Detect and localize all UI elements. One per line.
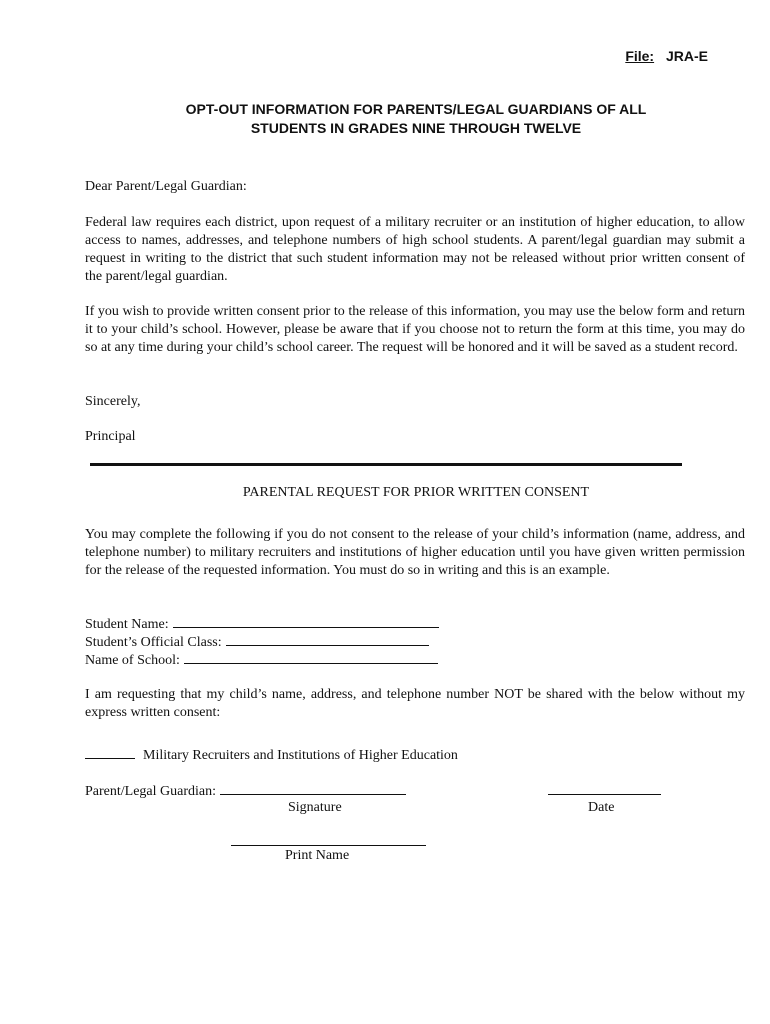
option-label: Military Recruiters and Institutions of Higher Education [143, 748, 458, 763]
letter-paragraph-2: If you wish to provide written consent prior to the release of this information, you may use the below form and return it to your child’s school. However, please be aware that if you choose not to return the form at this time, you may do so at any time during your child’s school career. The request will be honored and it will be saved as a student record. [85, 304, 745, 355]
guardian-signature-field[interactable] [220, 781, 406, 795]
form-intro: You may complete the following if you do not consent to the release of your child’s information (name, address, and telephone number) to military recruiters and institutions of higher education until you have given written permission for the release of the requested information. You must do so in writing and this is an example. [85, 527, 745, 578]
file-label: File: [625, 48, 655, 64]
salutation: Dear Parent/Legal Guardian: [85, 179, 247, 194]
official-class-field[interactable] [226, 632, 429, 646]
divider-rule [90, 463, 682, 466]
print-name-field[interactable] [231, 832, 426, 846]
student-name-label: Student Name: [85, 617, 169, 632]
print-name-label: Print Name [285, 848, 350, 863]
title-line-1: OPT-OUT INFORMATION FOR PARENTS/LEGAL GUARDIANS OF ALL [185, 101, 647, 117]
option-check-line[interactable] [85, 745, 135, 759]
date-label: Date [588, 800, 615, 815]
document-title [0, 100, 770, 138]
signer: Principal [85, 429, 136, 444]
request-text: I am requesting that my child’s name, address, and telephone number NOT be shared with the below without my express written consent: [85, 687, 745, 720]
form-heading-text: PARENTAL REQUEST FOR PRIOR WRITTEN CONSENT [242, 485, 590, 500]
signature-label: Signature [288, 800, 342, 815]
school-name-row [85, 650, 438, 670]
guardian-row [85, 781, 406, 801]
official-class-label: Student’s Official Class: [85, 635, 222, 650]
title-line-2: STUDENTS IN GRADES NINE THROUGH TWELVE [250, 120, 582, 136]
closing: Sincerely, [85, 394, 141, 409]
letter-paragraph-1: Federal law requires each district, upon request of a military recruiter or an institution of higher education, to allow access to names, addresses, and telephone numbers of high school students. A parent/legal guardian may submit a request in writing to the district that such student information may not be released without prior written consent of the parent/legal guardian. [85, 215, 745, 284]
student-name-row [85, 614, 439, 634]
date-field[interactable] [548, 781, 661, 795]
student-name-field[interactable] [173, 614, 439, 628]
school-name-field[interactable] [184, 650, 438, 664]
official-class-row [85, 632, 429, 652]
option-row [85, 745, 458, 765]
school-name-label: Name of School: [85, 653, 180, 668]
guardian-label: Parent/Legal Guardian: [85, 784, 217, 799]
file-code [625, 48, 708, 64]
file-code-value: JRA-E [665, 48, 708, 64]
form-heading [0, 485, 770, 501]
